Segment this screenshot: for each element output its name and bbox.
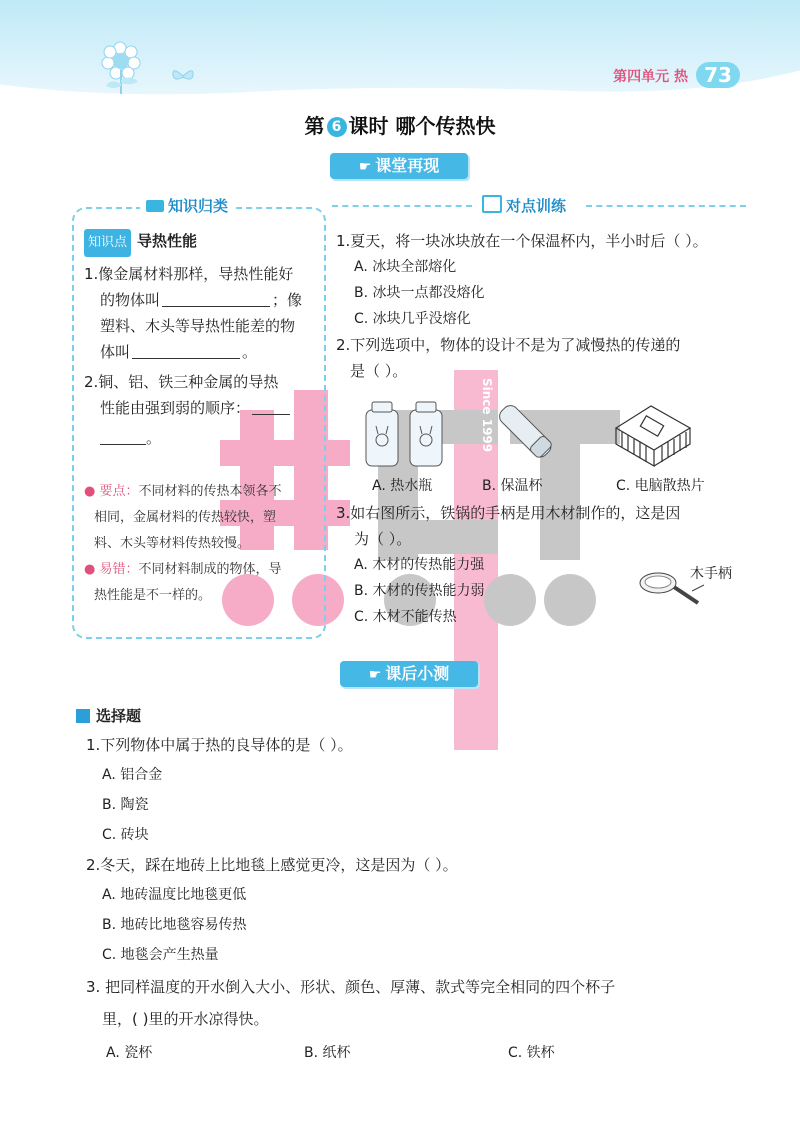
quiz-q3-option-c: C. 铁杯	[508, 1045, 555, 1061]
knowledge-q2-line2	[84, 395, 320, 421]
training-q3-line2: 为（ ）。	[354, 530, 412, 548]
butterfly-icon	[170, 66, 196, 90]
answer-blank[interactable]	[100, 428, 146, 445]
quiz-q3-option-b: B. 纸杯	[304, 1045, 351, 1061]
q2-caption-a: A. 热水瓶	[372, 478, 433, 494]
training-content	[336, 228, 746, 384]
q2-caption-b: B. 保温杯	[482, 478, 543, 494]
quiz-q2-option-c: C. 地毯会产生热量	[102, 947, 219, 963]
banner-after-label: 课后小测	[385, 664, 450, 683]
quiz-q2: 2.冬天，踩在地砖上比地毯上感觉更冷，这是因为（ ）。	[86, 856, 458, 874]
knowledge-q1-text-c: ；像	[272, 291, 303, 309]
quiz-q2-option-b: B. 地砖比地毯容易传热	[102, 917, 247, 933]
training-q2-line1: 2.下列选项中，物体的设计不是为了减慢热的传递的	[336, 336, 681, 354]
note-key-text-1: 不同材料的传热本领各不	[138, 484, 282, 499]
training-q1-option-a: A. 冰块全部熔化	[354, 259, 457, 275]
section-choice-heading	[76, 705, 141, 726]
note-key-line3: 料、木头等材料传热较慢。	[94, 536, 251, 551]
note-mistake-label: 易错：	[99, 562, 139, 577]
unit-label: 第四单元 热	[613, 69, 688, 85]
insulated-cup-image	[496, 402, 556, 466]
training-heading-label: 对点训练	[506, 197, 567, 215]
training-q3-line1: 3.如右图所示，铁锅的手柄是用木材制作的，这是因	[336, 504, 681, 522]
pan-handle-label: 木手柄	[690, 566, 732, 582]
bullet-icon: ●	[84, 484, 100, 499]
note-mistake-text-1: 不同材料制成的物体，导	[138, 562, 282, 577]
banner-class-label: 课堂再现	[375, 156, 440, 175]
lesson-title-prefix: 第	[304, 114, 325, 138]
knowledge-heading-label: 知识归类	[168, 197, 229, 215]
pointing-hand-icon: ☛	[358, 159, 372, 175]
watermark-text-1: Since 1999	[480, 378, 494, 453]
thermos-bottles-image	[360, 400, 450, 474]
quiz-q3-option-a: A. 瓷杯	[106, 1045, 153, 1061]
sunflower-icon	[98, 40, 148, 100]
quiz-q2-option-a: A. 地砖温度比地毯更低	[102, 887, 247, 903]
pointing-hand-icon: ☛	[368, 667, 382, 683]
lesson-title	[0, 110, 800, 139]
training-q1-option-b: B. 冰块一点都没熔化	[354, 285, 485, 301]
q2-caption-c: C. 电脑散热片	[616, 478, 705, 494]
banner-after	[340, 661, 478, 687]
answer-blank[interactable]	[252, 398, 290, 415]
heat-sink-image	[606, 398, 696, 474]
quiz-q1-option-c: C. 砖块	[102, 827, 149, 843]
knowledge-q1-line4	[84, 339, 320, 365]
knowledge-q1-text-b: 的物体叫	[100, 291, 161, 309]
quiz-q3-line2: 里，( )里的开水凉得快。	[102, 1010, 269, 1028]
knowledge-heading	[140, 195, 234, 216]
knowledge-topic-text: 导热性能	[137, 232, 198, 250]
divider-line	[332, 205, 472, 207]
training-q1: 1.夏天，将一块冰块放在一个保温杯内，半小时后（ ）。	[336, 232, 708, 250]
answer-blank[interactable]	[162, 290, 270, 307]
quiz-q1-option-a: A. 铝合金	[102, 767, 163, 783]
training-heading	[482, 195, 566, 216]
banner-class	[330, 153, 468, 179]
training-q2-line2: 是（ ）。	[350, 362, 408, 380]
knowledge-content	[84, 228, 320, 609]
note-key-line2: 相同，金属材料的传热较快，塑	[94, 510, 277, 525]
frying-pan-image	[636, 565, 706, 613]
quiz-q3-line1: 3. 把同样温度的开水倒入大小、形状、颜色、厚薄、款式等完全相同的四个杯子	[86, 978, 616, 996]
knowledge-q1-line2	[84, 287, 320, 313]
section-bar-icon	[76, 709, 90, 723]
training-q3-option-b: B. 木材的传热能力弱	[354, 583, 485, 599]
knowledge-q2-text-b: 性能由强到弱的顺序：	[100, 399, 251, 417]
pencil-icon	[482, 195, 502, 213]
quiz-q1-option-b: B. 陶瓷	[102, 797, 149, 813]
knowledge-q1-line3: 塑料、木头等导热性能差的物	[100, 317, 296, 335]
lesson-number-badge: 6	[327, 117, 347, 137]
bullet-icon: ●	[84, 562, 100, 577]
note-key-label: 要点：	[99, 484, 139, 499]
page-number: 73	[696, 62, 740, 88]
knowledge-q2-line1: 2.铜、铝、铁三种金属的导热	[84, 373, 279, 391]
knowledge-q1-text-f: 。	[242, 343, 258, 361]
knowledge-topic	[84, 228, 320, 257]
divider-line	[586, 205, 746, 207]
knowledge-q1-line1: 1.像金属材料那样，导热性能好	[84, 265, 294, 283]
section-choice-title: 选择题	[96, 707, 142, 725]
training-q1-option-c: C. 冰块几乎没熔化	[354, 311, 471, 327]
quiz-q1: 1.下列物体中属于热的良导体的是（ ）。	[86, 736, 353, 754]
note-mistake-line2: 热性能是不一样的。	[94, 588, 212, 603]
note-key-point	[84, 479, 320, 505]
training-q3-option-a: A. 木材的传热能力强	[354, 557, 485, 573]
answer-blank[interactable]	[132, 342, 240, 359]
knowledge-q2-line3	[84, 425, 320, 451]
training-q3-option-c: C. 木材不能传热	[354, 609, 457, 625]
quiz-q3-options	[86, 1038, 746, 1068]
quiz-content	[86, 732, 746, 1068]
folder-icon	[146, 200, 164, 212]
knowledge-q1-text-e: 体叫	[100, 343, 131, 361]
knowledge-tag: 知识点	[84, 229, 131, 257]
lesson-title-text: 课时 哪个传热快	[348, 114, 496, 138]
knowledge-q2-text-c: 。	[146, 429, 162, 447]
note-mistake	[84, 557, 320, 583]
